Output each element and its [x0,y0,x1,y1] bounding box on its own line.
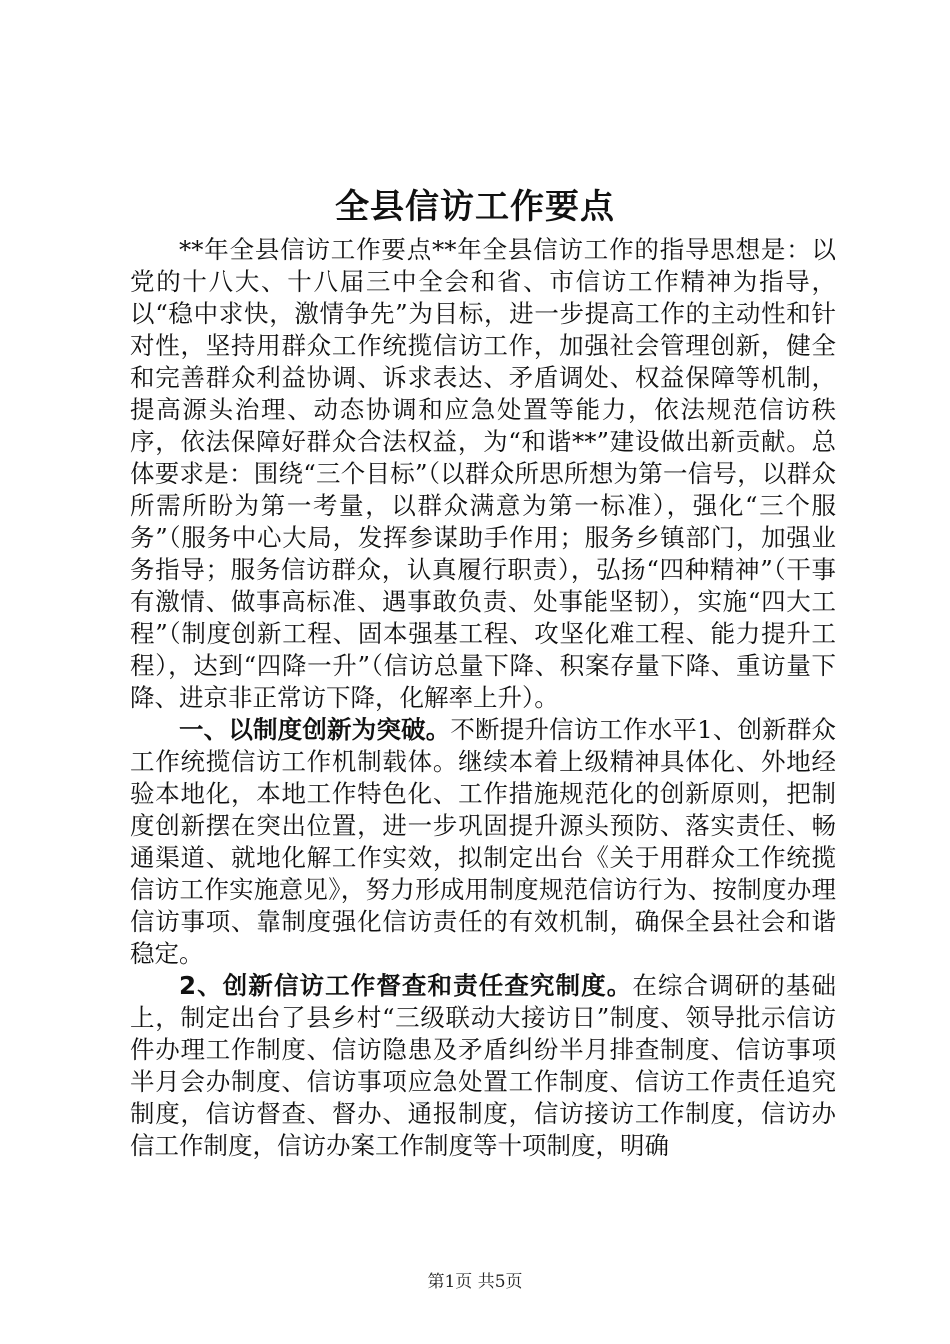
document-body [130,234,836,1162]
document-title: 全县信访工作要点 [335,187,615,227]
paragraph-1-text: **年全县信访工作要点**年全县信访工作的指导思想是：以党的十八大、十八届三中全会和省、市信访工作精神为指导，以“稳中求快，激情争先”为目标，进一步提高工作的主动性和针对性，坚持用群众工作统揽信访工作，加强社会管理创新，健全和完善群众利益协调、诉求表达、矛盾调处、权益保障等机制，提高源头治理、动态协调和应急处置等能力，依法规范信访秩序，依法保障好群众合法权益，为“和谐**”建设做出新贡献。总体要求是：围绕“三个目标”（以群众所思所想为第一信号，以群众所需所盼为第一考量，以群众满意为第一标准），强化“三个服务”（服务中心大局，发挥参谋助手作用；服务乡镇部门，加强业务指导；服务信访群众，认真履行职责），弘扬“四种精神”（干事有激情、做事高标准、遇事敢负责、处事能坚韧），实施“四大工程”（制度创新工程、固本强基工程、攻坚化难工程、能力提升工程），达到“四降一升”（信访总量下降、积案存量下降、重访量下降、进京非正常访下降，化解率上升）。 [130,235,836,712]
page-footer: 第1页 共5页 [427,1272,523,1292]
paragraph-3-text: 在综合调研的基础上，制定出台了县乡村“三级联动大接访日”制度、领导批示信访件办理工作制度、信访隐患及矛盾纠纷半月排查制度、信访事项半月会办制度、信访事项应急处置工作制度、信访工作责任追究制度，信访督查、督办、通报制度，信访接访工作制度，信访办信工作制度，信访办案工作制度等十项制度，明确 [130,971,836,1160]
paragraph-2-heading: 一、以制度创新为突破。 [179,715,451,744]
paragraph-3 [130,970,836,1162]
paragraph-2 [130,714,836,970]
paragraph-2-text: 不断提升信访工作水平1、创新群众工作统揽信访工作机制载体。继续本着上级精神具体化、外地经验本地化，本地工作特色化、工作措施规范化的创新原则，把制度创新摆在突出位置，进一步巩固提升源头预防、落实责任、畅通渠道、就地化解工作实效，拟制定出台《关于用群众工作统揽信访工作实施意见》，努力形成用制度规范信访行为、按制度办理信访事项、靠制度强化信访责任的有效机制，确保全县社会和谐稳定。 [130,715,837,968]
paragraph-1 [130,234,836,714]
paragraph-3-heading: 2、创新信访工作督查和责任查究制度。 [179,971,633,1000]
